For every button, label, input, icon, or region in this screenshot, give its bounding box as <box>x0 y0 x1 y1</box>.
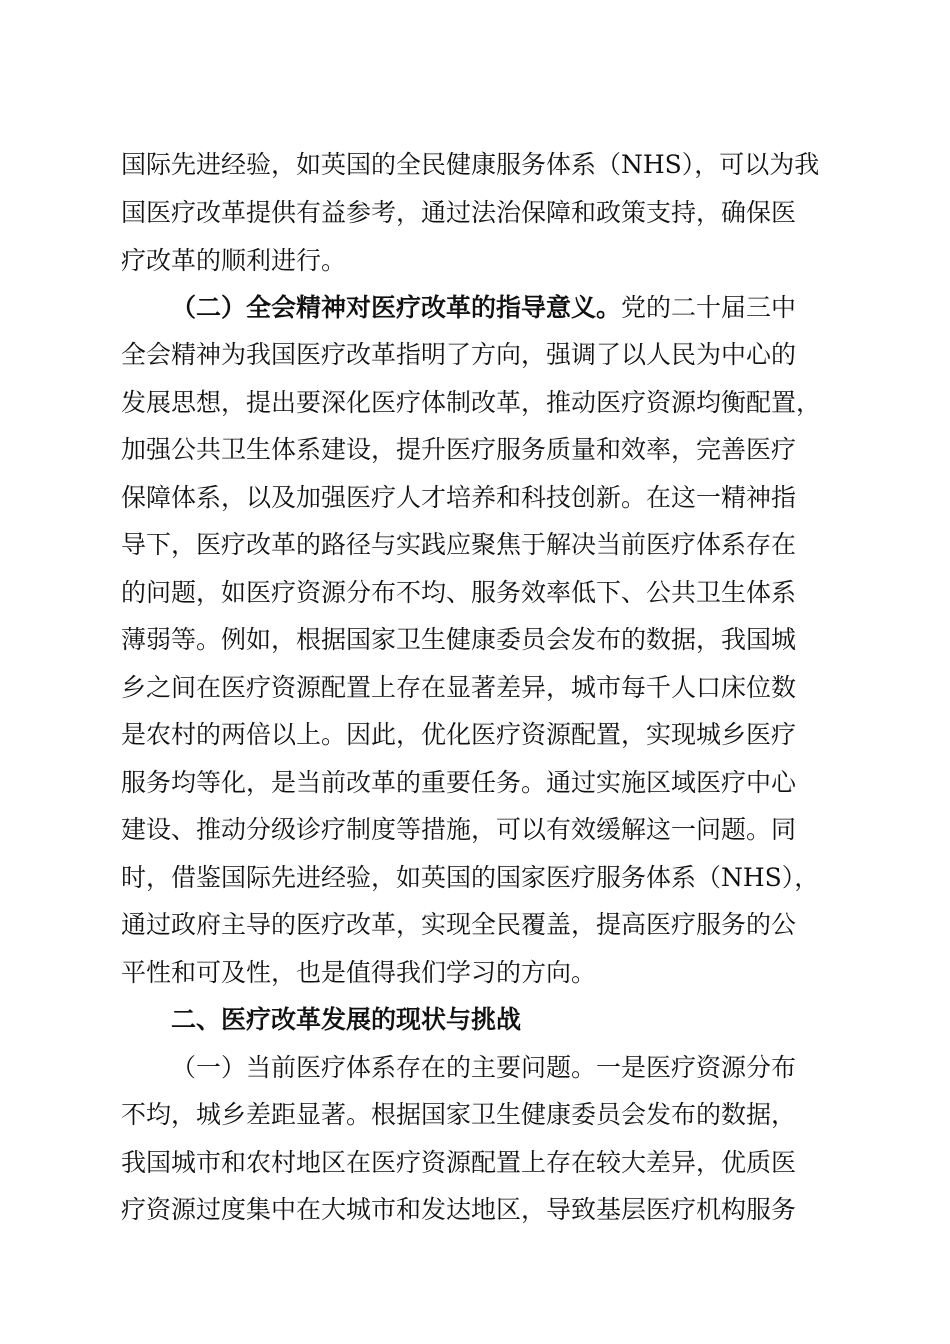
paragraph-3-line-3: 我国城市和农村地区在医疗资源配置上存在较大差异，优质医 <box>121 1148 797 1177</box>
paragraph-2-line-13: 时，借鉴国际先进经验，如英国的国家医疗服务体系（NHS）， <box>121 863 820 892</box>
section-heading: 二、医疗改革发展的现状与挑战 <box>171 1005 522 1034</box>
paragraph-2-line-8: 薄弱等。例如，根据国家卫生健康委员会发布的数据，我国城 <box>121 625 797 654</box>
paragraph-2-first-line-text: 党的二十届三中 <box>621 293 797 322</box>
paragraph-2-line-9: 乡之间在医疗资源配置上存在显著差异，城市每千人口床位数 <box>121 673 797 702</box>
paragraph-2-line-12: 建设、推动分级诊疗制度等措施，可以有效缓解这一问题。同 <box>121 815 797 844</box>
paragraph-2-heading: （二）全会精神对医疗改革的指导意义。 <box>171 293 622 322</box>
paragraph-2-line-10: 是农村的两倍以上。因此，优化医疗资源配置，实现城乡医疗 <box>121 720 797 749</box>
paragraph-1-line-3: 疗改革的顺利进行。 <box>121 246 347 275</box>
paragraph-2-line-15: 平性和可及性，也是值得我们学习的方向。 <box>121 958 597 987</box>
paragraph-1-line-1: 国际先进经验，如英国的全民健康服务体系（NHS），可以为我 <box>121 150 820 179</box>
paragraph-2-line-14: 通过政府主导的医疗改革，实现全民覆盖，提高医疗服务的公 <box>121 910 797 939</box>
paragraph-2-line-11: 服务均等化，是当前改革的重要任务。通过实施区域医疗中心 <box>121 768 797 797</box>
paragraph-3-line-2: 不均，城乡差距显著。根据国家卫生健康委员会发布的数据， <box>121 1100 797 1129</box>
paragraph-3-line-4: 疗资源过度集中在大城市和发达地区，导致基层医疗机构服务 <box>121 1195 797 1224</box>
paragraph-1-line-2: 国医疗改革提供有益参考，通过法治保障和政策支持，确保医 <box>121 198 797 227</box>
paragraph-2-first-line <box>171 286 796 330</box>
paragraph-2-line-7: 的问题，如医疗资源分布不均、服务效率低下、公共卫生体系 <box>121 578 797 607</box>
paragraph-2-line-6: 导下，医疗改革的路径与实践应聚焦于解决当前医疗体系存在 <box>121 530 797 559</box>
paragraph-2-line-3: 发展思想，提出要深化医疗体制改革，推动医疗资源均衡配置， <box>121 388 822 417</box>
paragraph-2-line-5: 保障体系，以及加强医疗人才培养和科技创新。在这一精神指 <box>121 483 797 512</box>
paragraph-2-line-4: 加强公共卫生体系建设，提升医疗服务质量和效率，完善医疗 <box>121 435 797 464</box>
paragraph-2-line-2: 全会精神为我国医疗改革指明了方向，强调了以人民为中心的 <box>121 340 797 369</box>
paragraph-3-first-line: （一）当前医疗体系存在的主要问题。一是医疗资源分布 <box>171 1053 797 1082</box>
